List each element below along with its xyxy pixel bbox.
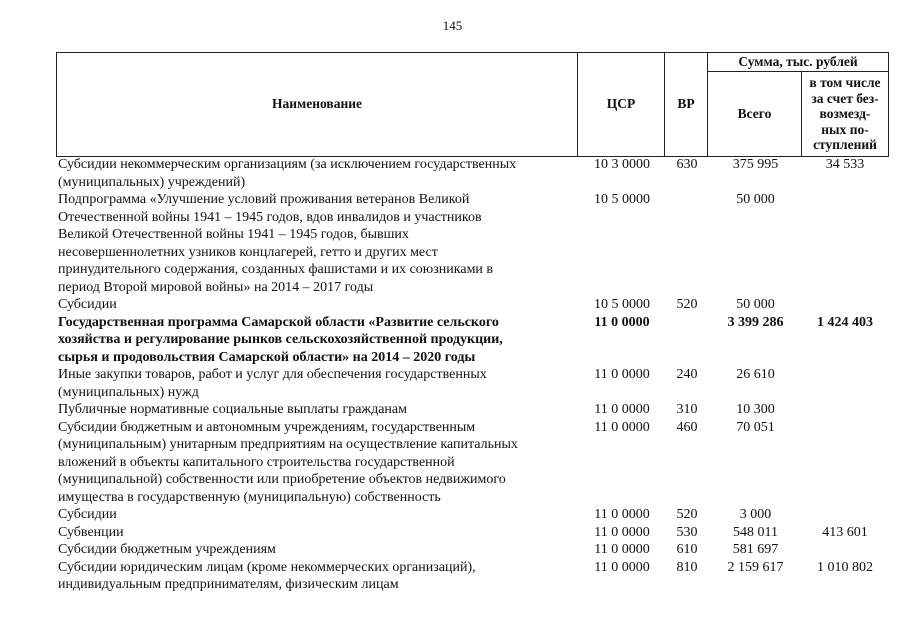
row-name — [58, 366, 574, 401]
header-total: Всего — [737, 106, 772, 122]
row-vr: 520 — [676, 297, 698, 312]
row-name — [58, 559, 574, 594]
row-total: 26 610 — [736, 367, 775, 382]
row-total: 3 399 286 — [727, 314, 784, 330]
row-name-line: Субсидии некоммерческим организациям (за исключением государственных — [58, 157, 517, 172]
row-free-receipts: 413 601 — [822, 524, 868, 540]
row-name-line: Субсидии бюджетным учреждениям — [58, 542, 276, 557]
row-total: 3 000 — [739, 507, 772, 522]
row-name — [58, 541, 574, 559]
row-csr: 11 0 0000 — [594, 507, 650, 522]
row-name-line: Субсидии бюджетным и автономным учреждениям, государственным — [58, 419, 476, 435]
row-name-line: хозяйства и регулирование рынков сельскохозяйственной продукции, — [58, 332, 503, 347]
row-csr: 11 0 0000 — [594, 419, 650, 435]
header-sum-group: Сумма, тыс. рублей — [738, 53, 858, 69]
row-free-receipts: 1 010 802 — [817, 559, 873, 575]
row-csr: 11 0 0000 — [594, 402, 650, 417]
row-name-line: Подпрограмма «Улучшение условий проживания ветеранов Великой — [58, 192, 470, 207]
row-vr: 520 — [676, 507, 698, 522]
row-name-line: Субсидии — [58, 297, 117, 312]
row-name-line: несовершеннолетних узников концлагерей, гетто и других мест — [58, 244, 438, 260]
row-total: 70 051 — [736, 419, 775, 435]
header-free-line: возмезд- — [819, 106, 871, 122]
row-name — [58, 401, 574, 419]
row-total: 10 300 — [736, 402, 775, 417]
table-row — [0, 296, 905, 314]
table-row — [0, 541, 905, 559]
row-csr: 11 0 0000 — [594, 542, 650, 557]
row-name — [58, 314, 574, 367]
row-name-line: сырья и продовольствия Самарской области» на 2014 – 2020 годы — [58, 349, 476, 365]
header-free-receipts — [802, 72, 888, 156]
row-vr: 240 — [676, 367, 698, 382]
page-number: 145 — [442, 18, 463, 33]
row-name-line: вложений в объекты капитального строительства государственной — [58, 454, 455, 470]
table-row — [0, 401, 905, 419]
row-name-line: Публичные нормативные социальные выплаты гражданам — [58, 402, 407, 417]
row-total: 2 159 617 — [727, 559, 784, 575]
row-name-line: Великой Отечественной войны 1941 – 1945 годов, бывших — [58, 227, 409, 242]
header-name: Наименование — [272, 96, 362, 112]
row-name-line: Субсидии юридическим лицам (кроме некоммерческих организаций), — [58, 559, 476, 575]
row-name — [58, 506, 574, 524]
header-vr: ВР — [677, 96, 695, 112]
table-row — [0, 559, 905, 594]
row-vr: 530 — [676, 524, 698, 540]
row-name — [58, 524, 574, 542]
row-name-line: принудительного содержания, созданных фашистами и их союзниками в — [58, 262, 494, 277]
row-total: 548 011 — [733, 524, 778, 540]
row-name — [58, 191, 574, 296]
row-total: 50 000 — [736, 297, 775, 312]
row-name — [58, 419, 574, 507]
table-row — [0, 156, 905, 191]
table-row — [0, 314, 905, 367]
row-csr: 11 0 0000 — [594, 524, 650, 540]
header-free-line: в том числе — [809, 75, 881, 91]
row-vr: 310 — [676, 402, 698, 417]
row-csr: 11 0 0000 — [594, 559, 650, 575]
row-csr: 10 5 0000 — [594, 192, 650, 207]
row-total: 581 697 — [732, 542, 779, 557]
header-free-line: за счет без- — [811, 90, 879, 106]
row-vr: 810 — [676, 559, 698, 575]
row-name-line: имущества в государственную (муниципальную) собственность — [58, 489, 441, 505]
table-row — [0, 506, 905, 524]
row-vr: 610 — [676, 542, 698, 557]
row-csr: 10 3 0000 — [594, 157, 650, 172]
row-csr: 10 5 0000 — [594, 297, 650, 312]
row-name-line: период Второй мировой войны» на 2014 – 2017 годы — [58, 279, 374, 295]
row-name-line: Отечественной войны 1941 – 1945 годов, вдов инвалидов и участников — [58, 209, 482, 225]
row-name-line: индивидуальным предпринимателям, физическим лицам — [58, 577, 399, 592]
row-free-receipts: 34 533 — [825, 157, 865, 172]
row-name-line: Субвенции — [58, 524, 124, 540]
table-row — [0, 524, 905, 542]
row-name-line: (муниципальных) учреждений) — [58, 174, 246, 190]
row-csr: 11 0 0000 — [594, 314, 650, 330]
row-name-line: Субсидии — [58, 507, 117, 522]
row-name-line: (муниципальной) собственности или приобретение объектов недвижимого — [58, 472, 506, 487]
row-name-line: (муниципальных) нужд — [58, 384, 199, 400]
table-row — [0, 366, 905, 401]
table-row — [0, 191, 905, 296]
row-name — [58, 156, 574, 191]
header-csr: ЦСР — [606, 96, 636, 112]
row-name-line: Государственная программа Самарской области «Развитие сельского — [58, 314, 499, 330]
row-name-line: Иные закупки товаров, работ и услуг для обеспечения государственных — [58, 367, 487, 382]
row-total: 375 995 — [732, 157, 779, 172]
header-free-line: ступлений — [813, 137, 877, 153]
header-free-line: ных по- — [821, 121, 869, 137]
row-name — [58, 296, 574, 314]
row-free-receipts: 1 424 403 — [817, 314, 873, 330]
row-vr: 630 — [676, 157, 698, 172]
row-csr: 11 0 0000 — [594, 367, 650, 382]
table-row — [0, 419, 905, 507]
row-name-line: (муниципальным) унитарным предприятиям на осуществление капитальных — [58, 437, 518, 452]
row-total: 50 000 — [736, 192, 775, 207]
row-vr: 460 — [676, 419, 698, 435]
